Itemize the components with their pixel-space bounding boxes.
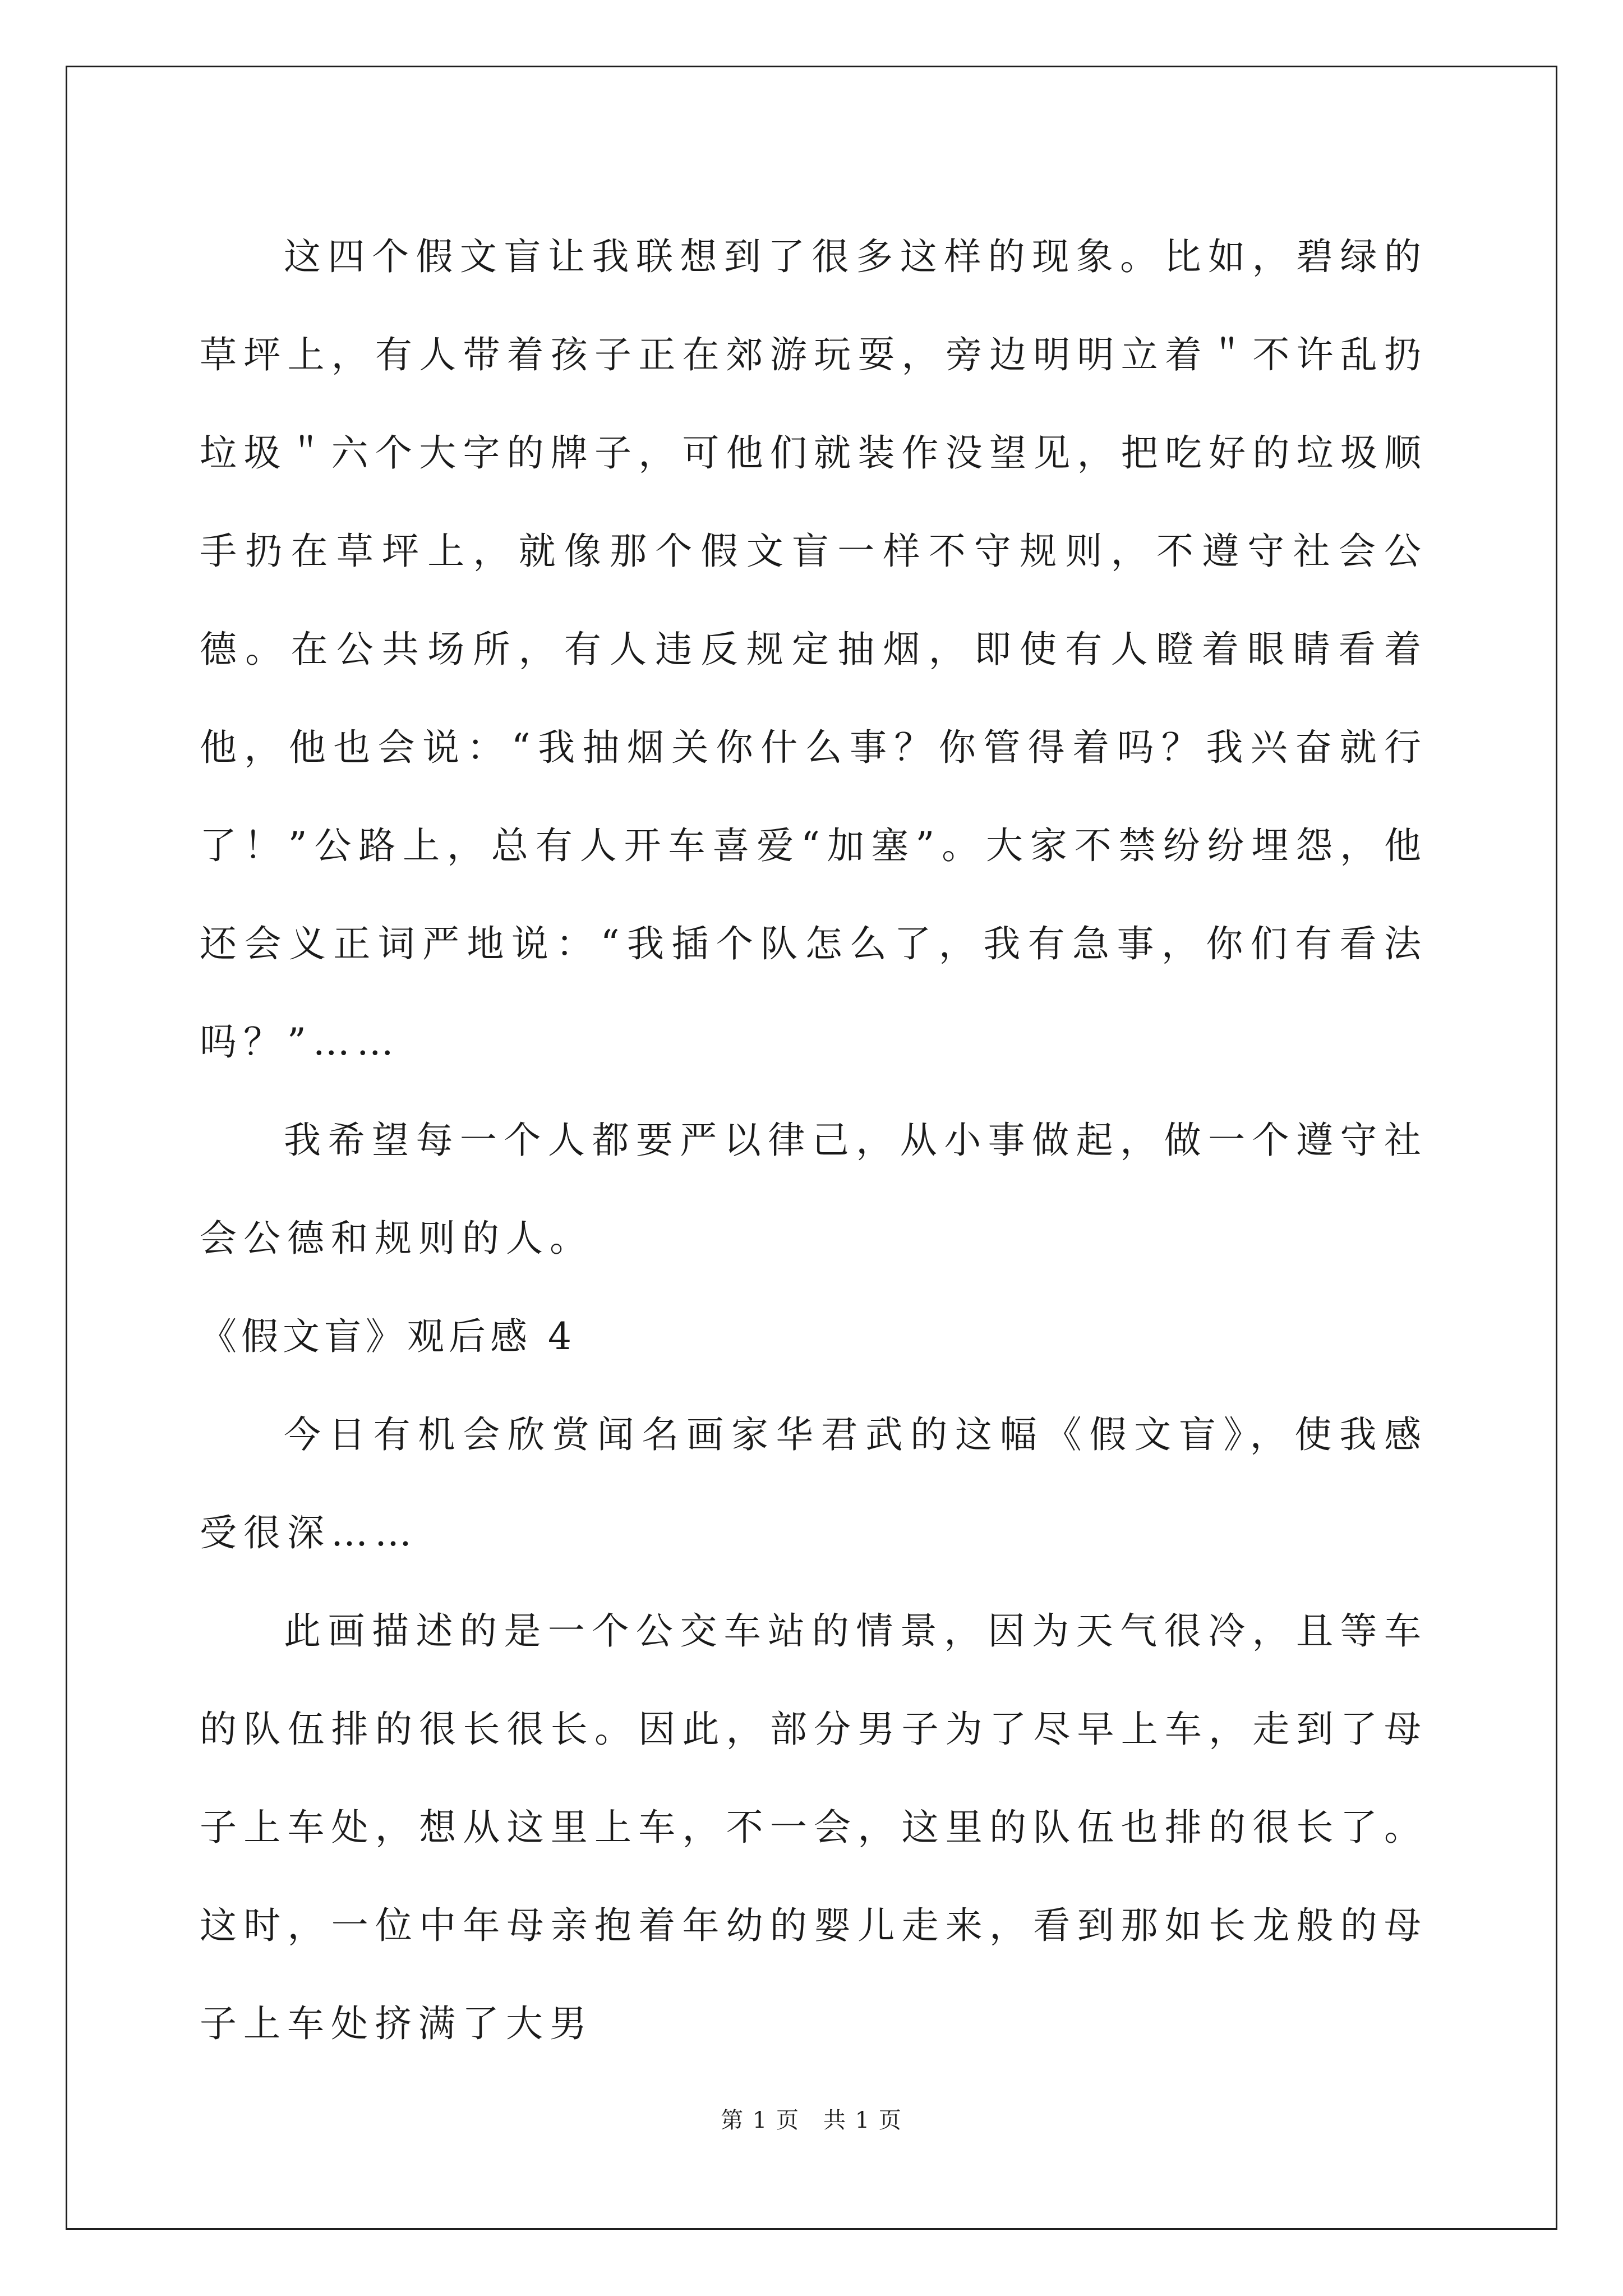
paragraph: 这四个假文盲让我联想到了很多这样的现象。比如，碧绿的草坪上，有人带着孩子正在郊游玩耍，旁边明明立着＂不许乱扔垃圾＂六个大字的牌子，可他们就装作没望见，把吃好的垃圾顺手扔在草坪上，就像那个假文盲一样不守规则，不遵守社会公德。在公共场所，有人违反规定抽烟，即使有人瞪着眼睛看着他，他也会说：“我抽烟关你什么事？你管得着吗？我兴奋就行了！”公路上，总有人开车喜爱“加塞”。大家不禁纷纷埋怨，他还会义正词严地说：“我插个队怎么了，我有急事，你们有看法吗？”…… <box>200 235 1428 1064</box>
paragraph: 此画描述的是一个公交车站的情景，因为天气很冷，且等车的队伍排的很长很长。因此，部分男子为了尽早上车，走到了母子上车处，想从这里上车，不一会，这里的队伍也排的很长了。这时，一位中年母亲抱着年幼的婴儿走来，看到那如长龙般的母子上车处挤满了大男 <box>200 1609 1428 2045</box>
page-footer: 第 1 页 共 1 页 <box>721 2108 902 2133</box>
document-body <box>200 208 1428 2073</box>
section-heading: 《假文盲》观后感 4 <box>200 1315 576 1358</box>
paragraph: 我希望每一个人都要严以律己，从小事做起，做一个遵守社会公德和规则的人。 <box>200 1119 1428 1260</box>
paragraph: 今日有机会欣赏闻名画家华君武的这幅《假文盲》，使我感受很深…… <box>200 1413 1428 1554</box>
